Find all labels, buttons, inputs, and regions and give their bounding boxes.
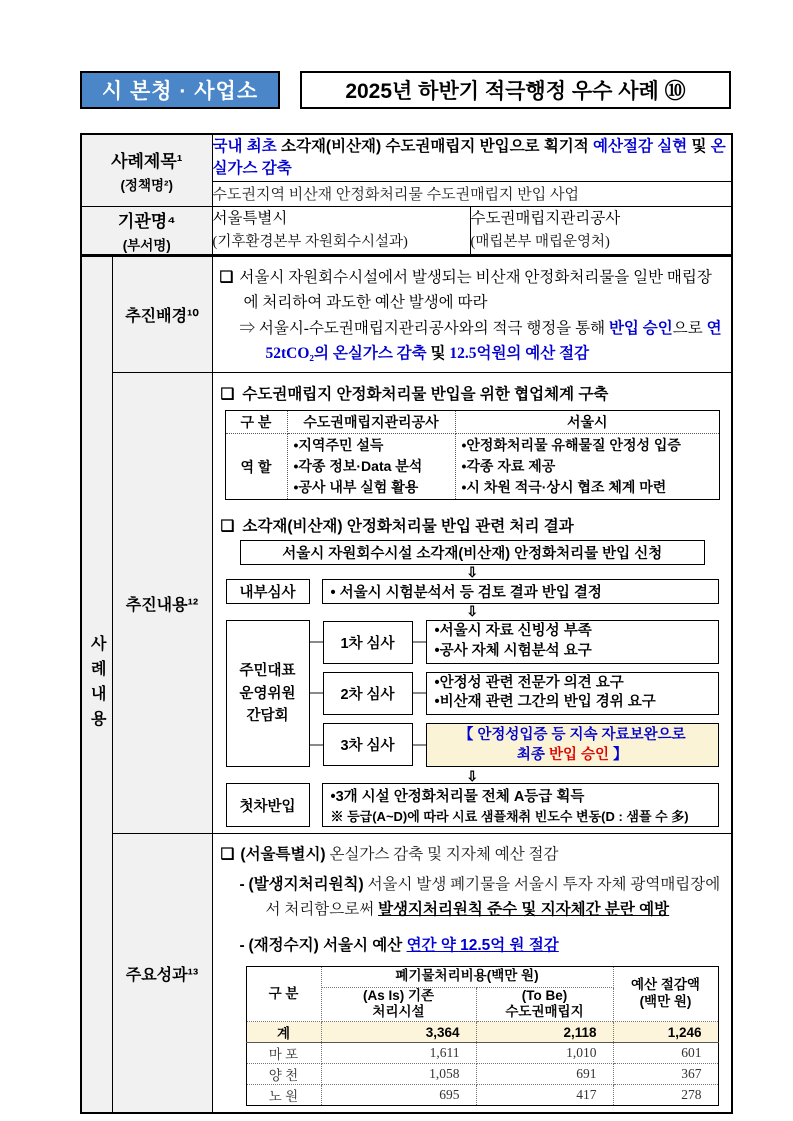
results-line3-emphasis: 연간 약 12.5억 원 절감 [406,936,559,954]
background-line2-seg: ⇒ 서울시-수도권매립지관리공사와의 적극 행정을 통해 [239,320,609,338]
round1-item: •공사 자체 시험분석 요구 [434,643,592,659]
final-approval-line1: 【 안정성입증 등 지속 자료보완으로 [458,726,686,743]
process-flowchart [226,540,720,827]
round2-item: •비산재 관련 그간의 반입 경위 요구 [434,694,656,711]
case-content-table [80,255,733,1114]
background-line2 [220,316,726,366]
connector-line [310,744,323,746]
background-line1 [220,265,726,315]
round3-label-box: 3차 심사 [323,723,413,766]
org-name-label-cell [81,206,212,255]
down-arrow-icon: ⇩ [466,603,479,620]
content-heading-2 [221,514,726,536]
cost-comparison-table [246,966,719,1107]
content-heading-1 [221,382,726,404]
cost-col-tobe-l1: (To Be) [521,987,568,1003]
collab-col-org: 수도권매립지관리공사 [287,411,455,434]
round1-label-box: 1차 심사 [323,621,413,664]
square-bullet-icon: ❑ [220,846,235,864]
case-title-label: 사례제목¹ [111,151,183,171]
content-section [212,373,732,834]
final-approval-pre: 최종 [516,746,549,763]
org1-dept: (기후환경본부 자원회수시설과) [212,233,408,250]
square-bullet-icon: ❑ [220,518,235,536]
org1-name: 서울특별시 [212,209,288,227]
row-tobe: 2,118 [476,1022,613,1043]
row-name: 양 천 [246,1064,321,1085]
case-title-seg: 온실가스 감축 [212,137,726,177]
section-label-background: 추진배경¹⁰ [112,256,212,373]
cost-col-asis-l2: 처리시설 [372,1004,425,1020]
round1-item: •서울시 자료 신빙성 부족 [434,623,592,640]
round1-row [310,620,720,663]
results-line2-rest: 서울시 발생 폐기물을 서울시 투자 자체 광역매립장에서 처리함으로써 [265,876,721,919]
case-title-seg: 및 [687,137,711,155]
collab-col-seoul: 서울시 [455,411,720,434]
committee-box [226,620,310,767]
collaboration-table [225,410,721,500]
results-line2 [220,872,726,922]
dash: - [239,936,245,954]
cost-col-saving-l1: 예산 절감액 [631,977,700,993]
results-section [212,834,732,1114]
case-title-label-cell [81,134,212,206]
flow-first-entry-row [226,783,720,827]
cost-col-saving [613,966,718,1022]
table-row [246,1064,718,1085]
flow-request-box: 서울시 자원회수시설 소각재(비산재) 안정화처리물 반입 신청 [240,540,706,565]
internal-review-result-box: • 서울시 시험분석서 등 검토 결과 반입 결정 [322,579,720,604]
row-saving: 601 [613,1043,718,1064]
dept-name-label: (부서명) [122,237,171,253]
case-title-cell [212,134,732,181]
round1-result-box [426,620,720,663]
first-entry-label-box: 첫차반입 [226,783,310,827]
row-asis: 695 [321,1085,476,1106]
connector-line [413,744,426,746]
background-line1-text: 서울시 자원회수시설에서 발생되는 비산재 안정화처리물을 일반 매립장에 처리하여 과도한 예산 발생에 따라 [239,269,712,312]
results-line1-bold: (서울특별시) [240,846,326,864]
final-approval-red: 반입 승인 [548,746,610,763]
results-line1-rest: 온실가스 감축 및 지자체 예산 절감 [325,846,559,864]
table-row-total [246,1022,718,1043]
connector-line [310,692,323,694]
case-info-table [80,133,733,256]
down-arrow-icon: ⇩ [466,768,479,785]
down-arrow-icon: ⇩ [466,564,479,581]
policy-name-cell: 수도권지역 비산재 안정화처리물 수도권매립지 반입 사업 [212,181,732,206]
row-saving: 367 [613,1064,718,1085]
review-rounds [310,620,720,767]
side-label-cell [81,256,112,1113]
collab-org-role: •공사 내부 실험 활용 [293,479,419,496]
background-line2-seg: 및 [426,345,450,363]
committee-line: 운영위원 [239,685,296,702]
table-row [246,1085,718,1106]
cost-col-group: 구 분 [246,966,321,1022]
committee-line: 간담회 [246,708,289,725]
case-title-seg: 예산절감 실현 [593,137,688,155]
internal-review-label-box: 내부심사 [226,579,310,604]
collab-seoul-roles [455,434,720,500]
background-content [212,256,732,373]
final-approval-box [426,723,720,768]
results-line3 [220,933,726,958]
round2-result-box [426,672,720,715]
square-bullet-icon: ❑ [220,386,235,404]
org-name-label: 기관명⁴ [117,211,176,231]
collab-org-roles [287,434,455,500]
background-line2-seg: 12.5억원의 예산 절감 [449,345,590,363]
background-line2-seg: 연 52tCO₂의 온실가스 감축 [265,320,722,363]
collab-col-group: 구 분 [225,411,287,434]
round2-row [310,672,720,715]
content-heading-2-text: 소각재(비산재) 안정화처리물 반입 관련 처리 결과 [242,518,574,536]
org2-name: 수도권매립지관리공사 [470,209,621,227]
row-tobe: 691 [476,1064,613,1085]
collab-org-role: •지역주민 설득 [293,437,384,454]
row-saving: 1,246 [613,1022,718,1043]
cost-col-tobe-l2: 수도권매립지 [505,1004,584,1020]
square-bullet-icon: ❑ [219,269,234,286]
table-row [246,1043,718,1064]
flow-internal-review-row [226,579,720,604]
row-saving: 278 [613,1085,718,1106]
row-asis: 1,611 [321,1043,476,1064]
cost-col-asis [321,987,476,1022]
case-title-seg: 소각재(비산재) 수도권매립지 반입으로 획기적 [276,137,594,155]
section-label-results: 주요성과¹³ [112,834,212,1114]
final-approval-line2 [435,745,711,765]
collab-seoul-role: •각종 자료 제공 [461,458,556,475]
round2-label-box: 2차 심사 [323,672,413,715]
row-name: 마 포 [246,1043,321,1064]
row-name: 노 원 [246,1085,321,1106]
row-asis: 3,364 [321,1022,476,1043]
first-entry-result-box [322,783,720,827]
results-line2-emphasis: 발생지처리원칙 준수 및 지자체간 분란 예방 [378,901,670,919]
side-label: 사례내용 [88,634,106,735]
org2-dept: (매립본부 매립운영처) [470,233,610,250]
cost-col-tobe [476,987,613,1022]
results-line2-bold: (발생지처리원칙) [248,876,364,894]
cost-col-saving-l2: (백만 원) [639,993,692,1009]
policy-name-label: (정책명²) [120,177,174,193]
collab-seoul-role: •시 차원 적극·상시 협조 체계 마련 [461,479,667,496]
row-tobe: 417 [476,1085,613,1106]
document-header [80,71,731,109]
cost-col-span: 폐기물처리비용(백만 원) [321,966,613,987]
round3-row [310,723,720,768]
dash: - [239,876,245,894]
connector-line [413,641,426,643]
section-label-content: 추진내용¹² [112,373,212,834]
document-title: 2025년 하반기 적극행정 우수 사례 ⑩ [300,71,731,109]
first-entry-line2: ※ 등급(A~D)에 따라 시료 샘플채취 빈도수 변동(D : 샘플 수 多) [330,809,689,825]
org-type-badge: 시 본청 · 사업소 [80,71,280,109]
round2-item: •안정성 관련 전문가 의견 요구 [434,674,624,691]
case-title-seg: 국내 최초 [212,137,277,155]
connector-line [413,692,426,694]
collab-seoul-role: •안정화처리물 유해물질 안정성 입증 [461,437,681,454]
collab-row-label: 역 할 [225,434,287,500]
content-heading-1-text: 수도권매립지 안정화처리물 반입을 위한 협업체계 구축 [242,386,609,404]
cost-col-asis-l1: (As Is) 기존 [362,987,435,1003]
final-approval-post: 】 [609,746,628,763]
row-asis: 1,058 [321,1064,476,1085]
background-line2-seg: 으로 [672,320,707,338]
results-line3-bold: (재정수지) 서울시 예산 [248,936,407,954]
collab-org-role: •각종 정보·Data 분석 [293,458,423,475]
background-line2-seg: 반입 승인 [608,320,673,338]
org1-cell [212,206,470,255]
committee-review-group [226,620,720,767]
connector-line [310,641,323,643]
org2-cell [470,206,732,255]
committee-line: 주민대표 [239,663,296,680]
row-tobe: 1,010 [476,1043,613,1064]
results-line1 [221,842,726,864]
row-name: 계 [246,1022,321,1043]
first-entry-line1: •3개 시설 안정화처리물 전체 A등급 획득 [330,789,585,806]
